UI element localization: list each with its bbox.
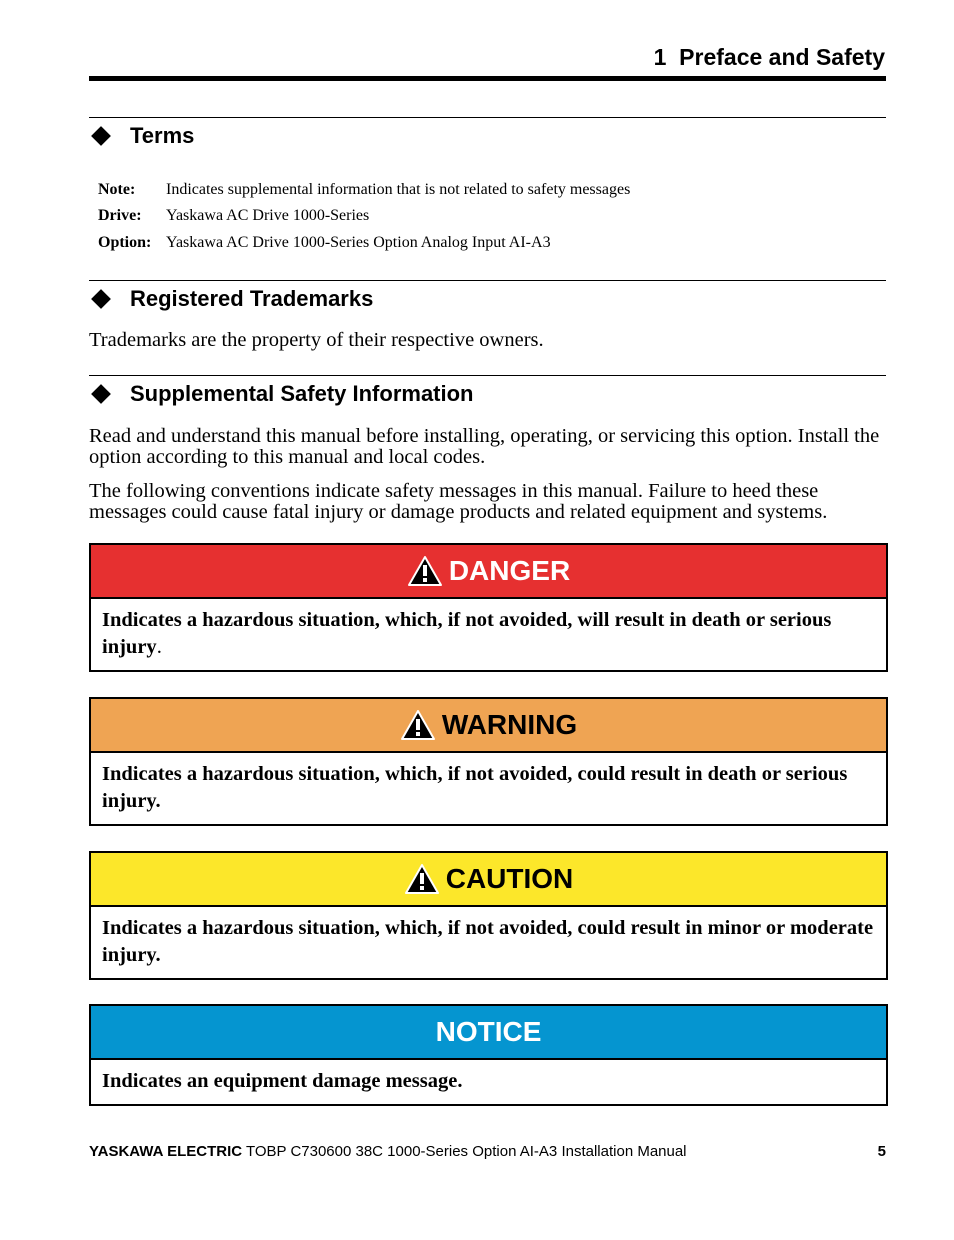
term-label: Drive: [98,207,142,224]
chapter-title: 1 Preface and Safety [653,44,885,70]
term-row-option [98,234,551,252]
warning-header [91,699,886,753]
term-label: Option: [98,234,152,251]
danger-text-period: . [156,636,162,658]
safety-paragraph-1: Read and understand this manual before installing, operating, or servicing this option. Install the option according to this manual and local codes. [89,425,880,468]
term-text: Yaskawa AC Drive 1000-Series [166,207,370,224]
trademarks-heading-text: Registered Trademarks [130,286,374,311]
trademarks-text: Trademarks are the property of their respective owners. [89,329,544,351]
diamond-bullet-icon [91,126,111,146]
warning-triangle-icon [400,709,436,741]
diamond-bullet-icon [91,384,111,404]
danger-title: DANGER [448,555,571,586]
caution-title: CAUTION [445,863,574,894]
notice-title: NOTICE [435,1016,542,1047]
danger-body [91,599,886,670]
page-number: 5 [877,1143,886,1160]
footer-manual: TOBP C730600 38C 1000-Series Option AI-A3 Installation Manual [242,1143,687,1160]
diamond-bullet-icon [91,289,111,309]
danger-message-box [89,543,888,672]
caution-body [91,907,886,978]
term-label: Note: [98,181,136,198]
caution-message-box [89,851,888,980]
notice-body [91,1060,886,1104]
footer-brand: YASKAWA ELECTRIC [89,1143,243,1160]
warning-title: WARNING [441,709,578,740]
safety-paragraph-2: The following conventions indicate safety messages in this manual. Failure to heed these messages could cause fatal injury or damage products and related equipment and systems. [89,480,828,523]
term-row-note [98,181,630,199]
trademarks-divider [89,280,886,281]
terms-heading-text: Terms [130,123,195,148]
trademarks-heading [89,286,373,312]
warning-triangle-icon [407,555,443,587]
term-row-drive [98,207,369,225]
safety-heading [89,381,474,407]
danger-text: Indicates a hazardous situation, which, if not avoided, will result in death or serious injury [102,609,832,658]
terms-divider [89,117,886,118]
safety-heading-text: Supplemental Safety Information [130,381,474,406]
term-text: Yaskawa AC Drive 1000-Series Option Analog Input AI-A3 [166,234,551,251]
page-footer [89,1143,886,1160]
warning-triangle-icon [404,863,440,895]
terms-heading [89,123,194,149]
caution-text: Indicates a hazardous situation, which, if not avoided, could result in minor or moderate injury. [102,917,874,966]
danger-header [91,545,886,599]
safety-divider [89,375,886,376]
notice-header [91,1006,886,1060]
warning-body [91,753,886,824]
caution-header [91,853,886,907]
warning-message-box [89,697,888,826]
notice-message-box [89,1004,888,1106]
footer-manual-title [89,1143,687,1160]
header-rule [89,76,886,81]
notice-text: Indicates an equipment damage message. [102,1070,463,1092]
warning-text: Indicates a hazardous situation, which, if not avoided, could result in death or serious injury. [102,763,848,812]
term-text: Indicates supplemental information that is not related to safety messages [166,181,631,198]
